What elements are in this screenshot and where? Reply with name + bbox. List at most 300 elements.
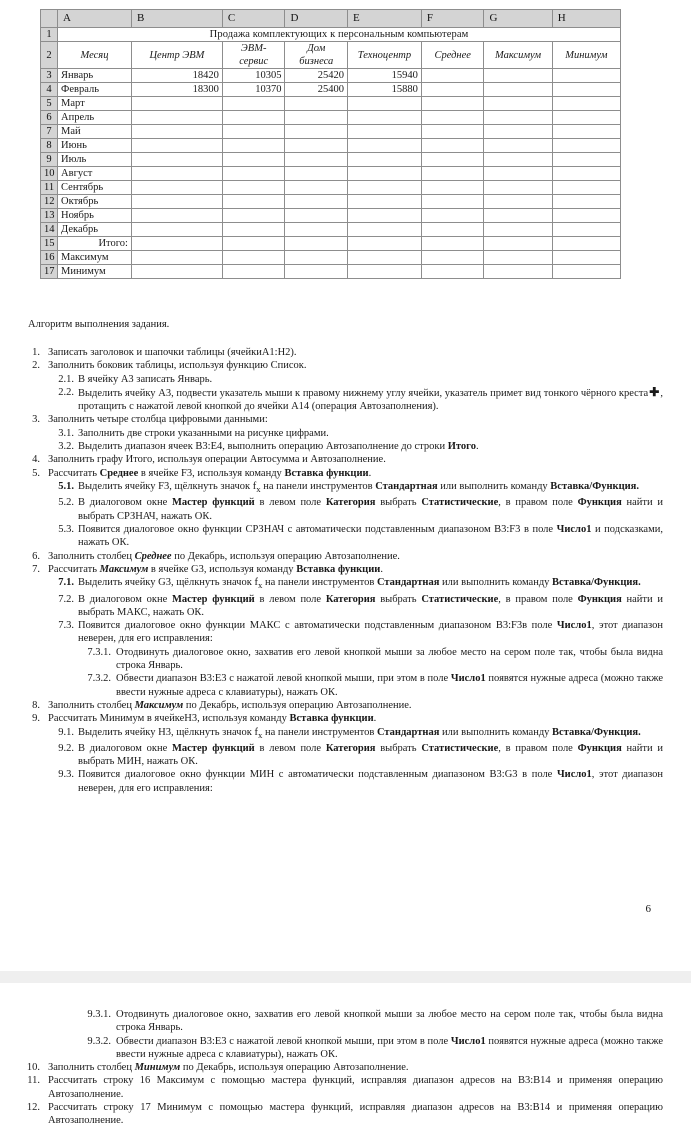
table-row bbox=[41, 195, 621, 209]
table-row-title bbox=[41, 28, 621, 42]
cell-c12[interactable] bbox=[222, 195, 285, 209]
cell-a12[interactable]: Октябрь bbox=[58, 195, 132, 209]
row-number-13[interactable]: 13 bbox=[41, 209, 58, 223]
cell-d17[interactable] bbox=[285, 265, 348, 279]
step-9-number: 9. bbox=[32, 713, 40, 725]
cell-a5[interactable]: Март bbox=[58, 97, 132, 111]
header-cell-tehnocentr[interactable]: Техноцентр bbox=[348, 42, 422, 69]
cell-d4[interactable]: 25400 bbox=[285, 83, 348, 97]
cell-e6[interactable] bbox=[348, 111, 422, 125]
step-10-text-a: Заполнить столбец bbox=[48, 1062, 135, 1074]
step-7-2-field-category: Категория bbox=[325, 593, 376, 605]
steps-list bbox=[0, 346, 691, 795]
step-7-3-2-text-a: Обвести диапазон B3:E3 с нажатой левой кнопкой мыши, при этом в поле bbox=[116, 673, 451, 685]
step-12-number: 12. bbox=[26, 1102, 40, 1114]
step-3-1 bbox=[58, 427, 663, 440]
step-9-1-text-b: на панели инструментов bbox=[262, 726, 377, 738]
cell-a13[interactable]: Ноябрь bbox=[58, 209, 132, 223]
cell-a14[interactable]: Декабрь bbox=[58, 223, 132, 237]
step-5-2 bbox=[58, 496, 664, 523]
cell-d7[interactable] bbox=[285, 125, 348, 139]
page-number: 6 bbox=[645, 903, 651, 915]
cell-b3[interactable]: 18420 bbox=[131, 69, 222, 83]
cell-b8[interactable] bbox=[131, 139, 222, 153]
cell-h4[interactable] bbox=[552, 83, 620, 97]
step-4-number: 4. bbox=[32, 454, 40, 466]
cell-g17[interactable] bbox=[484, 265, 552, 279]
cell-e14[interactable] bbox=[348, 223, 422, 237]
row-number-10[interactable]: 10 bbox=[41, 167, 58, 181]
cell-c4[interactable]: 10370 bbox=[222, 83, 285, 97]
table-row bbox=[41, 125, 621, 139]
column-header-d[interactable]: D bbox=[285, 10, 348, 28]
cell-e7[interactable] bbox=[348, 125, 422, 139]
step-7-text-a: Рассчитать bbox=[48, 563, 100, 575]
step-8 bbox=[32, 699, 663, 712]
cell-b14[interactable] bbox=[131, 223, 222, 237]
cell-b5[interactable] bbox=[131, 97, 222, 111]
cell-e16[interactable] bbox=[348, 251, 422, 265]
column-header-g[interactable]: G bbox=[484, 10, 552, 28]
step-9-2-dialog-name: Мастер функций bbox=[171, 742, 255, 754]
step-6-text-c: по Декабрь, используя операцию Автозаполнение. bbox=[171, 550, 400, 562]
step-3-2 bbox=[58, 440, 663, 453]
row-number-12[interactable]: 12 bbox=[41, 195, 58, 209]
step-7 bbox=[32, 563, 663, 576]
step-1-number: 1. bbox=[32, 347, 40, 358]
cell-h10[interactable] bbox=[552, 167, 620, 181]
step-9-1-menu-command: Вставка/Функция. bbox=[552, 726, 641, 738]
step-9-2-text-g: , в правом поле bbox=[498, 742, 578, 754]
cell-b11[interactable] bbox=[131, 181, 222, 195]
cell-f5[interactable] bbox=[421, 97, 484, 111]
cell-g13[interactable] bbox=[484, 209, 552, 223]
fx-subscript: x bbox=[257, 729, 263, 740]
column-header-e[interactable]: E bbox=[348, 10, 422, 28]
step-7-text-command: Вставка функции bbox=[296, 563, 381, 575]
row-number-11[interactable]: 11 bbox=[41, 181, 58, 195]
sheet-title-cell[interactable]: Продажа комплектующих к персональным компьютерам bbox=[58, 28, 621, 42]
cell-h11[interactable] bbox=[552, 181, 620, 195]
row-number-5[interactable]: 5 bbox=[41, 97, 58, 111]
row-number-9[interactable]: 9 bbox=[41, 153, 58, 167]
step-9-3-2-field-number1: Число1 bbox=[450, 1035, 486, 1047]
row-number-7[interactable]: 7 bbox=[41, 125, 58, 139]
cell-h16[interactable] bbox=[552, 251, 620, 265]
cell-a6[interactable]: Апрель bbox=[58, 111, 132, 125]
fx-subscript: x bbox=[256, 484, 261, 495]
step-7-2-text-c: в левом поле bbox=[254, 593, 326, 605]
step-5-1 bbox=[58, 480, 663, 496]
step-5-text-c: в ячейке F3, используя команду bbox=[138, 467, 285, 479]
cell-f3[interactable] bbox=[421, 69, 484, 83]
cell-b10[interactable] bbox=[131, 167, 222, 181]
step-9-2-text-i: найти и выбрать МИН, нажать ОК. bbox=[78, 742, 664, 768]
cell-g9[interactable] bbox=[484, 153, 552, 167]
cell-h17[interactable] bbox=[552, 265, 620, 279]
step-9-2 bbox=[58, 742, 664, 769]
cell-c11[interactable] bbox=[222, 181, 285, 195]
step-9-3-field-number1: Число1 bbox=[556, 769, 592, 781]
cell-g6[interactable] bbox=[484, 111, 552, 125]
step-5-text-srednee: Среднее bbox=[99, 467, 139, 479]
step-3-text: Заполнить четыре столбца цифровыми данными: bbox=[48, 414, 268, 426]
cell-h15[interactable] bbox=[552, 237, 620, 251]
step-9-text-command: Вставка функции bbox=[289, 713, 374, 725]
cell-c16[interactable] bbox=[222, 251, 285, 265]
step-7-text-c: в ячейке G3, используя команду bbox=[148, 563, 297, 575]
step-9-1-text-d: или выполнить команду bbox=[439, 726, 553, 738]
step-8-text-c: по Декабрь, используя операцию Автозаполнение. bbox=[183, 699, 412, 711]
step-5-text-command: Вставка функции bbox=[284, 467, 369, 479]
cell-e3[interactable]: 15940 bbox=[348, 69, 422, 83]
cell-f17[interactable] bbox=[421, 265, 484, 279]
step-9-3-text-c: , этот диапазон неверен, для его исправления: bbox=[78, 769, 663, 794]
table-row bbox=[41, 181, 621, 195]
thin-black-cross-icon: ✚ bbox=[649, 384, 660, 399]
cell-d5[interactable] bbox=[285, 97, 348, 111]
step-9-3-2 bbox=[87, 1035, 663, 1062]
page-separator bbox=[0, 971, 691, 983]
row-number-8[interactable]: 8 bbox=[41, 139, 58, 153]
table-row bbox=[41, 223, 621, 237]
cell-b13[interactable] bbox=[131, 209, 222, 223]
step-5-1-text-d: или выполнить команду bbox=[437, 480, 551, 492]
cell-a8[interactable]: Июнь bbox=[58, 139, 132, 153]
cell-e10[interactable] bbox=[348, 167, 422, 181]
table-row bbox=[41, 139, 621, 153]
cell-f12[interactable] bbox=[421, 195, 484, 209]
step-5-2-number: 5.2. bbox=[58, 497, 74, 509]
header-cell-evm-servis-line2: сервис bbox=[239, 56, 269, 67]
cell-c13[interactable] bbox=[222, 209, 285, 223]
cell-b7[interactable] bbox=[131, 125, 222, 139]
step-3-1-text: Заполнить две строки указанными на рисунке цифрами. bbox=[78, 427, 329, 439]
table-row bbox=[41, 97, 621, 111]
fx-subscript: x bbox=[257, 580, 263, 591]
step-7-3-text-a: Появится диалоговое окно функции МАКС с автоматически подставленным диапазоном B3:F3в поле bbox=[78, 620, 557, 632]
step-9-2-text-c: в левом поле bbox=[254, 742, 326, 754]
cell-c15[interactable] bbox=[222, 237, 285, 251]
header-cell-centr-evm[interactable]: Центр ЭВМ bbox=[131, 42, 222, 69]
cell-f10[interactable] bbox=[421, 167, 484, 181]
cell-b9[interactable] bbox=[131, 153, 222, 167]
table-row bbox=[41, 209, 621, 223]
step-3-2-text-c: . bbox=[475, 441, 479, 453]
cell-e13[interactable] bbox=[348, 209, 422, 223]
step-12-text: Рассчитать строку 17 Минимум с помощью мастера функций, исправляя диапазон адресов на B3:B14 и применяя операцию Автозаполнение. bbox=[48, 1102, 663, 1127]
table-row-total bbox=[41, 237, 621, 251]
step-9-2-field-category: Категория bbox=[325, 742, 376, 754]
step-4-text: Заполнить графу Итого, используя операции Автосумма и Автозаполнение. bbox=[48, 454, 386, 466]
cell-a15-total-label[interactable]: Итого: bbox=[58, 237, 132, 251]
cell-c5[interactable] bbox=[222, 97, 285, 111]
step-5-3-text-a: Появится диалоговое окно функции СРЗНАЧ с автоматически подставленным диапазоном B3:F3 в поле bbox=[78, 523, 557, 535]
step-9-text-c: . bbox=[373, 713, 377, 725]
row-number-14[interactable]: 14 bbox=[41, 223, 58, 237]
cell-c8[interactable] bbox=[222, 139, 285, 153]
step-9-2-text-a: В диалоговом окне bbox=[78, 742, 172, 754]
cell-f4[interactable] bbox=[421, 83, 484, 97]
step-5-3-field-number1: Число1 bbox=[556, 523, 592, 535]
header-cell-minimum[interactable]: Минимум bbox=[552, 42, 620, 69]
step-2-2-number: 2.2. bbox=[58, 386, 74, 398]
table-row bbox=[41, 251, 621, 265]
step-7-2-dialog-name: Мастер функций bbox=[171, 593, 255, 605]
cell-f16[interactable] bbox=[421, 251, 484, 265]
column-header-b[interactable]: B bbox=[131, 10, 222, 28]
step-5-3-number: 5.3. bbox=[58, 523, 74, 535]
cell-d13[interactable] bbox=[285, 209, 348, 223]
step-7-2-text-a: В диалоговом окне bbox=[78, 593, 172, 605]
step-7-2-number: 7.2. bbox=[58, 593, 74, 605]
cell-g4[interactable] bbox=[484, 83, 552, 97]
cell-e12[interactable] bbox=[348, 195, 422, 209]
step-4 bbox=[32, 453, 663, 466]
cell-e8[interactable] bbox=[348, 139, 422, 153]
table-row bbox=[41, 83, 621, 97]
step-5-2-dialog-name: Мастер функций bbox=[171, 497, 255, 509]
step-9-3-number: 9.3. bbox=[58, 769, 74, 781]
table-row bbox=[41, 111, 621, 125]
step-5-2-field-category: Категория bbox=[325, 497, 376, 509]
row-number-4[interactable]: 4 bbox=[41, 83, 58, 97]
step-10-number: 10. bbox=[26, 1062, 40, 1074]
step-6-column-name: Среднее bbox=[134, 550, 172, 562]
cell-e17[interactable] bbox=[348, 265, 422, 279]
step-2-1-text: В ячейку A3 записать Январь. bbox=[78, 373, 213, 385]
cell-e4[interactable]: 15880 bbox=[348, 83, 422, 97]
row-number-6[interactable]: 6 bbox=[41, 111, 58, 125]
cell-e15[interactable] bbox=[348, 237, 422, 251]
cell-f11[interactable] bbox=[421, 181, 484, 195]
step-7-3-2-number: 7.3.2. bbox=[87, 673, 111, 685]
row-number-2[interactable]: 2 bbox=[41, 42, 58, 69]
cell-g3[interactable] bbox=[484, 69, 552, 83]
cell-d10[interactable] bbox=[285, 167, 348, 181]
header-cell-month[interactable]: Месяц bbox=[58, 42, 132, 69]
cell-g8[interactable] bbox=[484, 139, 552, 153]
header-cell-dom-biznesa[interactable] bbox=[285, 42, 348, 69]
cell-b6[interactable] bbox=[131, 111, 222, 125]
step-11-number: 11. bbox=[27, 1075, 40, 1087]
step-5-2-text-i: найти и выбрать СРЗНАЧ, нажать ОК. bbox=[78, 497, 664, 522]
step-9-2-field-function: Функция bbox=[577, 742, 622, 754]
cell-a11[interactable]: Сентябрь bbox=[58, 181, 132, 195]
step-2-number: 2. bbox=[32, 360, 40, 372]
cell-f13[interactable] bbox=[421, 209, 484, 223]
column-header-c[interactable]: C bbox=[222, 10, 285, 28]
cell-e9[interactable] bbox=[348, 153, 422, 167]
spreadsheet-table[interactable] bbox=[40, 9, 621, 279]
cell-c7[interactable] bbox=[222, 125, 285, 139]
cell-g12[interactable] bbox=[484, 195, 552, 209]
step-5-1-menu-command: Вставка/Функция. bbox=[550, 480, 639, 492]
header-cell-dom-biznesa-line1: Дом bbox=[307, 43, 326, 54]
step-5-1-toolbar-name: Стандартная bbox=[375, 480, 438, 492]
step-2-1 bbox=[58, 373, 663, 386]
cell-f8[interactable] bbox=[421, 139, 484, 153]
cell-a9[interactable]: Июль bbox=[58, 153, 132, 167]
cell-a7[interactable]: Май bbox=[58, 125, 132, 139]
cell-d3[interactable]: 25420 bbox=[285, 69, 348, 83]
step-7-1-text-b: на панели инструментов bbox=[262, 577, 377, 589]
step-5-2-option-statistical: Статистические bbox=[421, 497, 499, 509]
header-cell-evm-servis-line1: ЭВМ- bbox=[240, 43, 267, 54]
step-2-1-number: 2.1. bbox=[58, 373, 74, 385]
cell-f9[interactable] bbox=[421, 153, 484, 167]
cell-e11[interactable] bbox=[348, 181, 422, 195]
cell-h9[interactable] bbox=[552, 153, 620, 167]
cell-g11[interactable] bbox=[484, 181, 552, 195]
row-number-1[interactable]: 1 bbox=[41, 28, 58, 42]
column-header-row bbox=[41, 10, 621, 28]
step-8-column-name: Максимум bbox=[134, 699, 184, 711]
cell-b4[interactable]: 18300 bbox=[131, 83, 222, 97]
step-7-3-2-field-number1: Число1 bbox=[450, 673, 486, 685]
table-row bbox=[41, 153, 621, 167]
step-3-2-text-bold: Итого bbox=[447, 441, 476, 453]
row-number-17[interactable]: 17 bbox=[41, 265, 58, 279]
step-3 bbox=[32, 413, 663, 426]
step-7-2-text-e: выбрать bbox=[375, 593, 422, 605]
step-7-2-text-i: найти и выбрать МАКС, нажать ОК. bbox=[78, 593, 664, 618]
cell-c6[interactable] bbox=[222, 111, 285, 125]
cell-g15[interactable] bbox=[484, 237, 552, 251]
cell-c9[interactable] bbox=[222, 153, 285, 167]
step-9-3-1-text: Отодвинуть диалоговое окно, захватив его левой кнопкой мыши за любое место на сером поле так, чтобы была видна строка Январь. bbox=[116, 1009, 663, 1034]
step-7-1-toolbar-name: Стандартная bbox=[376, 577, 440, 589]
cell-g16[interactable] bbox=[484, 251, 552, 265]
step-5-2-text-a: В диалоговом окне bbox=[78, 497, 172, 509]
cell-h3[interactable] bbox=[552, 69, 620, 83]
step-7-3-field-number1: Число1 bbox=[556, 620, 592, 632]
cell-d14[interactable] bbox=[285, 223, 348, 237]
step-3-2-number: 3.2. bbox=[58, 441, 74, 453]
cell-d11[interactable] bbox=[285, 181, 348, 195]
step-9-3-1-number: 9.3.1. bbox=[87, 1009, 111, 1020]
header-cell-maksimum[interactable]: Максимум bbox=[484, 42, 552, 69]
cell-c17[interactable] bbox=[222, 265, 285, 279]
step-2-2-text-b: , протащить с нажатой левой кнопкой до ячейки A14 (операция Автозаполнения). bbox=[78, 387, 663, 413]
cell-h12[interactable] bbox=[552, 195, 620, 209]
step-7-3-2 bbox=[87, 672, 663, 699]
cell-c3[interactable]: 10305 bbox=[222, 69, 285, 83]
cell-f15[interactable] bbox=[421, 237, 484, 251]
header-cell-evm-servis[interactable] bbox=[222, 42, 285, 69]
step-5-1-number: 5.1. bbox=[58, 480, 74, 492]
cell-e5[interactable] bbox=[348, 97, 422, 111]
row-number-15[interactable]: 15 bbox=[41, 237, 58, 251]
cell-b17[interactable] bbox=[131, 265, 222, 279]
column-header-f[interactable]: F bbox=[421, 10, 484, 28]
step-6-text-a: Заполнить столбец bbox=[48, 550, 135, 562]
table-row-header bbox=[41, 42, 621, 69]
step-2-2 bbox=[58, 384, 663, 414]
cell-a17[interactable]: Минимум bbox=[58, 265, 132, 279]
step-7-text-e: . bbox=[380, 563, 383, 575]
column-header-a[interactable]: A bbox=[58, 10, 132, 28]
cell-c14[interactable] bbox=[222, 223, 285, 237]
step-7-2 bbox=[58, 593, 664, 620]
table-row bbox=[41, 69, 621, 83]
cell-d16[interactable] bbox=[285, 251, 348, 265]
cell-a3[interactable]: Январь bbox=[58, 69, 132, 83]
step-9-3-1 bbox=[87, 1008, 663, 1035]
step-7-3-1 bbox=[87, 646, 663, 673]
step-12 bbox=[26, 1101, 663, 1128]
step-2 bbox=[32, 359, 663, 372]
cell-f6[interactable] bbox=[421, 111, 484, 125]
cell-a16[interactable]: Максимум bbox=[58, 251, 132, 265]
cell-c10[interactable] bbox=[222, 167, 285, 181]
spreadsheet-region bbox=[40, 9, 621, 279]
cell-b16[interactable] bbox=[131, 251, 222, 265]
cell-d9[interactable] bbox=[285, 153, 348, 167]
step-5-2-text-g: , в правом поле bbox=[498, 497, 578, 509]
step-7-1-menu-command: Вставка/Функция. bbox=[552, 577, 641, 589]
column-header-h[interactable]: H bbox=[552, 10, 620, 28]
cell-g10[interactable] bbox=[484, 167, 552, 181]
cell-a10[interactable]: Август bbox=[58, 167, 132, 181]
header-cell-srednee[interactable]: Среднее bbox=[421, 42, 484, 69]
cell-g5[interactable] bbox=[484, 97, 552, 111]
step-9 bbox=[32, 712, 663, 725]
cell-d15[interactable] bbox=[285, 237, 348, 251]
intro-heading: Алгоритм выполнения задания. bbox=[28, 319, 170, 330]
cell-d12[interactable] bbox=[285, 195, 348, 209]
step-9-1-number: 9.1. bbox=[58, 726, 74, 738]
cell-h6[interactable] bbox=[552, 111, 620, 125]
cell-b15[interactable] bbox=[131, 237, 222, 251]
step-7-1 bbox=[58, 576, 663, 592]
cell-g7[interactable] bbox=[484, 125, 552, 139]
cell-h8[interactable] bbox=[552, 139, 620, 153]
step-2-2-text-a: Выделить ячейку A3, подвести указатель мыши к правому нижнему углу ячейки, указатель примет вид тонкого чёрного креста bbox=[78, 387, 649, 399]
step-5-1-text-a: Выделить ячейку F3, щёлкнуть значок f bbox=[78, 480, 257, 492]
cell-g14[interactable] bbox=[484, 223, 552, 237]
cell-h14[interactable] bbox=[552, 223, 620, 237]
step-7-3-2-text-c: появятся нужные адреса (можно также ввести нужные адреса с клавиатуры), нажать ОК. bbox=[116, 673, 663, 698]
row-number-3[interactable]: 3 bbox=[41, 69, 58, 83]
step-7-2-text-g: , в правом поле bbox=[498, 593, 578, 605]
cell-d8[interactable] bbox=[285, 139, 348, 153]
sheet-corner-cell[interactable] bbox=[41, 10, 58, 28]
table-row bbox=[41, 265, 621, 279]
row-number-16[interactable]: 16 bbox=[41, 251, 58, 265]
step-10-column-name: Минимум bbox=[134, 1062, 181, 1074]
step-10-text-c: по Декабрь, используя операцию Автозаполнение. bbox=[180, 1062, 409, 1074]
cell-b12[interactable] bbox=[131, 195, 222, 209]
step-9-2-option-statistical: Статистические bbox=[421, 742, 499, 754]
step-9-text-a: Рассчитать Минимум в ячейкеH3, используя команду bbox=[48, 713, 290, 725]
step-9-1 bbox=[58, 726, 663, 742]
cell-h7[interactable] bbox=[552, 125, 620, 139]
cell-d6[interactable] bbox=[285, 111, 348, 125]
cell-a4[interactable]: Февраль bbox=[58, 83, 132, 97]
header-cell-dom-biznesa-line2: бизнеса bbox=[299, 56, 334, 67]
cell-f14[interactable] bbox=[421, 223, 484, 237]
step-7-3-1-text: Отодвинуть диалоговое окно, захватив его левой кнопкой мыши за любое место на сером поле так, чтобы была видна строка Январь. bbox=[116, 646, 663, 672]
cell-f7[interactable] bbox=[421, 125, 484, 139]
step-7-3-text-c: , этот диапазон неверен, для его исправления: bbox=[78, 620, 663, 645]
step-9-1-text-a: Выделить ячейку H3, щёлкнуть значок f bbox=[78, 726, 258, 738]
cell-h5[interactable] bbox=[552, 97, 620, 111]
step-7-1-text-a: Выделить ячейку G3, щёлкнуть значок f bbox=[78, 577, 258, 589]
step-2-text: Заполнить боковик таблицы, используя функцию Список. bbox=[48, 360, 307, 372]
cell-h13[interactable] bbox=[552, 209, 620, 223]
step-7-text-maksimum: Максимум bbox=[99, 563, 149, 575]
